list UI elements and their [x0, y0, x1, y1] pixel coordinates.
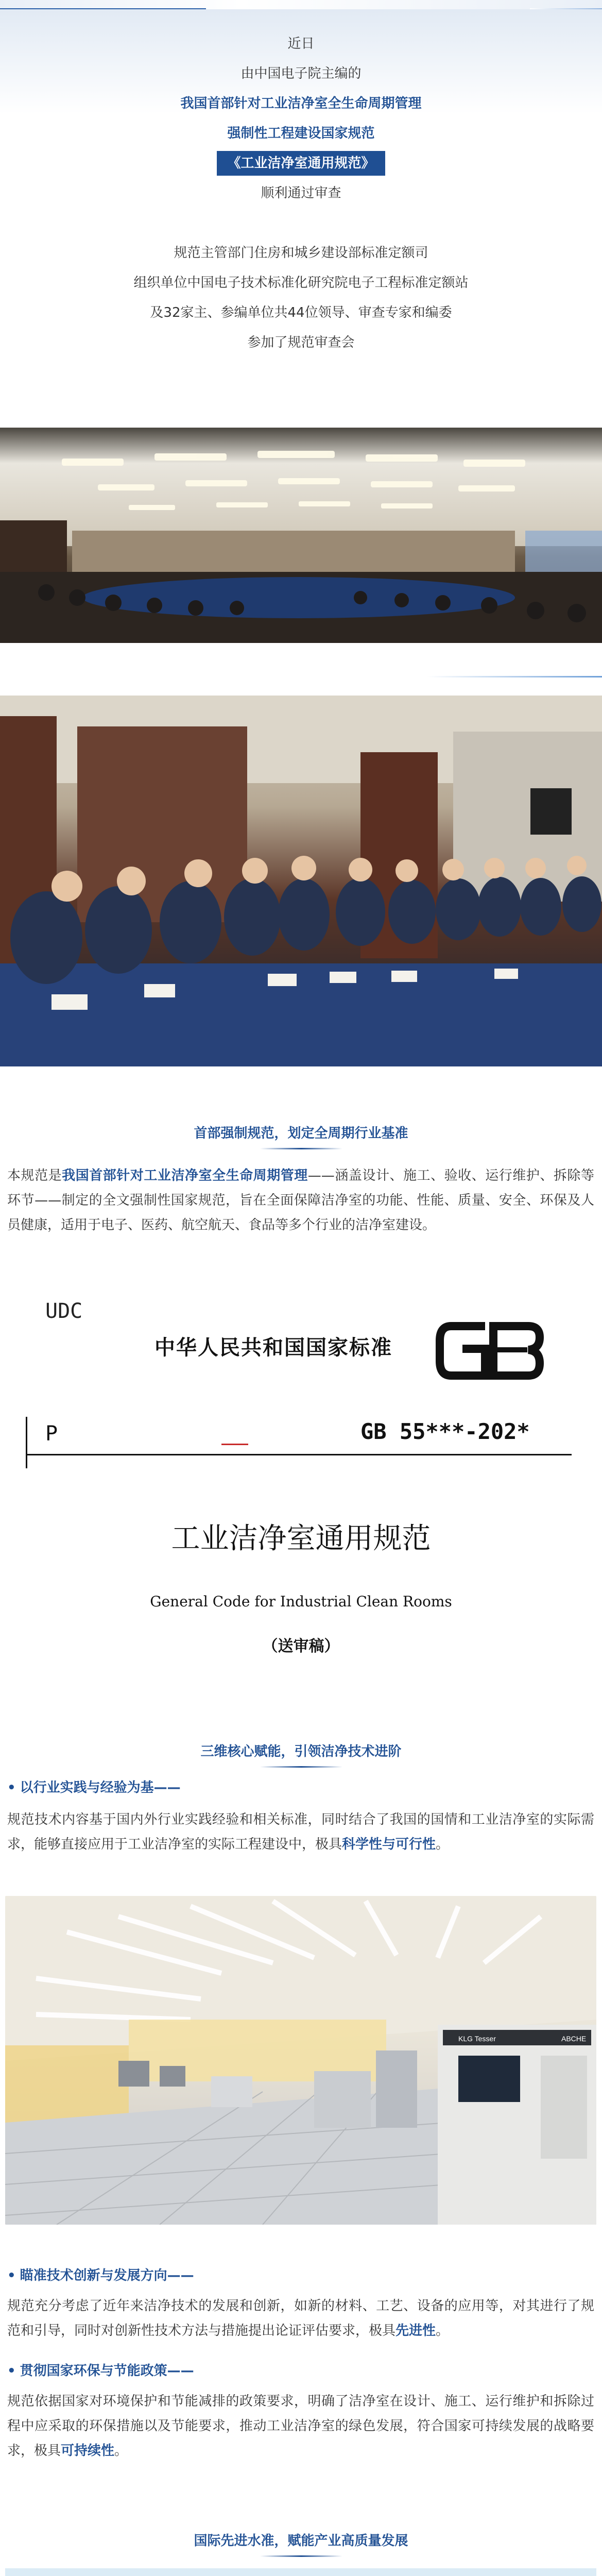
top-rule-right [530, 8, 602, 9]
code-title-pill: 《工业洁净室通用规范》 [217, 151, 385, 176]
hero-line: 规范主管部门住房和城乡建设部标准定额司 [174, 245, 428, 261]
text-run: 。 [436, 2323, 450, 2338]
clean-room-photo [5, 1896, 596, 2225]
hero-line: 由中国电子院主编的 [240, 66, 362, 81]
cover-red-mark [221, 1444, 248, 1445]
text-run: 。 [436, 1837, 450, 1852]
section-title-2 [0, 1741, 602, 1768]
text-run-bold: 可持续性 [61, 2443, 115, 2459]
cover-main-title: 工业洁净室通用规范 [171, 1522, 431, 1555]
text-run-bold: 先进性 [395, 2323, 436, 2338]
text-run-bold: 科学性与可行性 [342, 1837, 436, 1852]
subheading-2: • 瞄准技术创新与发展方向—— [7, 2264, 194, 2287]
section-title-underline [260, 1766, 342, 1768]
category-label: P [45, 1422, 58, 1446]
text-run: ——涵盖设计、施工、验收、运行维护、拆除等环节——制定的全文强制性国家规范，旨在全面保障洁净室的功能、性能、质量、安全、环保及人员健康，适用于电子、医药、航空航天、食品等多个行业的洁净室建设。 [7, 1168, 594, 1233]
meeting-photo-wide [0, 428, 602, 643]
section-title-text: 三维核心赋能，引领洁净技术进阶 [200, 1744, 402, 1759]
meeting-photo-close [0, 696, 602, 1066]
hero-line: 参加了规范审查会 [247, 335, 355, 350]
banner-photo-strip [5, 2568, 596, 2576]
text-run: 规范充分考虑了近年来洁净技术的发展和创新，如新的材料、工艺、设备的应用等，对其进行了规范和引导，同时对创新性技术方法与措施提出论证评估要求，极具 [7, 2298, 594, 2338]
text-run: 规范依据国家对环境保护和节能减排的政策要求，明确了洁净室在设计、施工、运行维护和拆除过程中应采取的环保措施以及节能要求，推动工业洁净室的绿色发展，符合国家可持续发展的战略要求，极具 [7, 2394, 594, 2459]
text-run: 规范技术内容基于国内外行业实践经验和相关标准，同时结合了我国的国情和工业洁净室的实际需求，能够直接应用于工业洁净室的实际工程建设中，极具 [7, 1812, 594, 1852]
section-title-3 [0, 2531, 602, 2557]
cover-rule-tick [26, 1417, 27, 1468]
section-title-1 [0, 1123, 602, 1149]
gb-logo-icon [436, 1320, 544, 1382]
section-title-underline [260, 2555, 342, 2557]
subheading-1: • 以行业实践与经验为基—— [7, 1776, 181, 1799]
cover-rule [26, 1454, 572, 1455]
section1-paragraph [7, 1163, 594, 1238]
text-run-bold: 我国首部针对工业洁净室全生命周期管理 [62, 1168, 308, 1183]
equipment-brand-label: KLG Tesser [458, 2035, 496, 2043]
top-rule-left [0, 8, 206, 9]
hero-line: 及32家主、参编单位共44位领导、审查专家和编委 [150, 305, 452, 320]
section2-paragraph-1 [7, 1807, 594, 1857]
equipment-model-label: ABCHE [561, 2035, 587, 2043]
udc-label: UDC [45, 1299, 83, 1323]
gb-number: GB 55***-202* [360, 1419, 530, 1444]
national-standard-title: 中华人民共和国国家标准 [154, 1336, 392, 1360]
text-run: 。 [114, 2443, 128, 2459]
decorative-rule [427, 676, 602, 677]
hero-line: 组织单位中国电子技术标准化研究院电子工程标准定额站 [133, 275, 469, 291]
cover-draft-note: （送审稿） [262, 1637, 340, 1655]
section-title-underline [260, 1148, 342, 1149]
section-title-text: 首部强制规范，划定全周期行业基准 [194, 1126, 408, 1141]
section2-paragraph-3 [7, 2389, 594, 2463]
hero-line: 近日 [287, 36, 315, 52]
text-run: 本规范是 [7, 1168, 62, 1183]
hero-text [0, 29, 602, 358]
cover-english-title: General Code for Industrial Clean Rooms [150, 1593, 452, 1610]
hero-line-highlight: 强制性工程建设国家规范 [227, 126, 375, 141]
subheading-3: • 贯彻国家环保与节能政策—— [7, 2360, 194, 2382]
hero-section [0, 0, 602, 407]
section2-paragraph-2 [7, 2294, 594, 2343]
hero-line-highlight: 我国首部针对工业洁净室全生命周期管理 [180, 96, 422, 111]
section-title-text: 国际先进水准，赋能产业高质量发展 [194, 2533, 408, 2549]
standard-cover-image [0, 1278, 602, 1669]
hero-line: 顺利通过审查 [261, 185, 341, 201]
